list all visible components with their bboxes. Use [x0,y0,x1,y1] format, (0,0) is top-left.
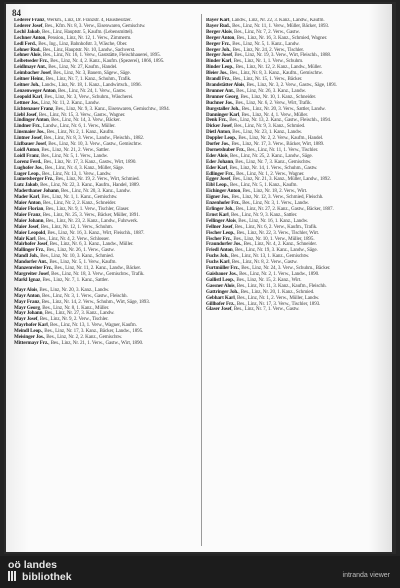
entry-name: Leopold Karl [14,93,43,100]
entry-details: , Bes., Linz, Nr. 3, 1. Verw., Landw. [239,200,309,207]
entry-name: Gassner Alois [206,282,235,289]
entry-details: , Bes., Linz, Nr. 22, 3. Kanz., Kaufm., Handel, 1889. [37,182,140,189]
entry-name: Berger Frz. [206,40,230,47]
entry-details: , Bes., Linz, Nr. 27, 2. Kanz., Gastw., Bäcker, 1887. [233,206,334,212]
entry-name: Lindinger Anton [14,117,49,124]
entry-name: Lechl Jakob [14,28,40,35]
entry-name: Berger Anton [206,34,235,41]
entry-details: , Bes., Linz, Nr. 12, 2. Kanz., Landw., Müller. [233,64,322,71]
entry-name: Mayr Alois [14,286,38,293]
entry-details: , Bes., Linz, Nr. 7, 1. Kanz., Schuhm., Trafik. [43,76,132,83]
entry-details: , Bes., Kfm. Nr. 8, 3. Verw., Eisenwaren, Gemischtw. [42,22,146,29]
entry-details: , Bes., Linz, Nr. 7, 1. Verw., Gastw. [231,306,300,313]
entry-details: , Bes., Linz, Nr. 12, 3. Verw., Schmied, Fleischh. [229,194,324,201]
entry-details: , Bes., Linz, Nr. 2, 1. Verw., Landw., 1890. [236,270,320,277]
entry-name: Egger Josef [206,176,231,183]
entry-name: Eder Alois [206,152,228,159]
entry-name: Lenzenweger Anton [14,87,56,94]
entry-details: , Bes., Linz, Nr. 17, 3. Verw., Bäcker, Wirt, 1889. [229,141,325,148]
entry-name: Maier Franz [14,211,41,218]
entry-details: , Bes., Linz, Nr. 15, 1. Verw., Bäcker. [230,76,303,83]
entry-details: , Bes., Linz, Nr. 23, 1. Kanz., Landw. [229,129,302,136]
entry-name: Mandorfer Ant. [14,259,47,266]
entry-name: Lettner Jos. [14,99,39,106]
entry-details: , Bes., Linz, Nr. 26, 3. Kanz., Landw. [233,87,306,94]
entry-name: Lehner Rud. [14,46,41,53]
entry-name: Bleier Jos. [206,70,228,77]
entry-details: , Bes., Linz, Nr. 10, 3. Kanz., Schmied. [37,253,114,260]
entry-name: Mayr Johann [14,310,43,317]
entry-details: , Bes., Linz, Nr. 4, 2. Kanz., Kaufm. (Spezerei), 1866, 1895. [47,58,165,65]
entry-name: Mairhofer Josef [14,241,48,248]
entry-details: , Bes., Linz, Nr. 27, Kaufm., Handel. [45,64,118,71]
entry-name: Denk Frz. [206,117,227,124]
entry-name: Dornetshuber Frz. [206,146,245,153]
entry-name: Brunner Ant. [206,87,234,94]
entry-name: Lederer Josef [14,22,43,29]
entry-details: , Bes., Linz, Nr. 9, 1. Verw., Tischler, Glaser. [43,206,130,212]
entry-details: , Bes., Linz, Nr. 24, 3. Verw., Schuhm., Bäcker. [238,265,331,272]
entry-name: Bayer Rud. [206,22,230,29]
entry-details: , Bes., Linz, Nr. 2, 1. Kanz., Kaufm. [44,129,115,136]
entry-details: , Bes., Linz, Nr. 15, 3. Verw., Gastw., Wagner. [36,111,126,118]
entry-name: Margreiter Josef [14,270,49,277]
entry-name: Lizlbauer Josef [14,141,46,148]
entry-name: Bayer Karl [206,18,230,23]
entry-details: , Landw., Linz, Nr. 18, 1. Kanz., Landwirtsch., 1896. [39,81,142,88]
directory-entry [206,307,388,313]
entry-details: , Bes., Linz, Nr. 10, 1. Kanz., Schneider. [238,93,317,100]
entry-name: Furtmüller Frz. [206,265,239,272]
entry-details: , Landw., Linz, Nr. 22, 3. Kanz., Landw., Kaufm. [229,18,325,23]
entry-name: Leitner Joh. [14,81,40,88]
entry-details: , Bes., Linz, Nr. 8, 2. Verw., Gastw. [229,259,298,266]
library-logo[interactable] [8,560,72,583]
entry-name: Ledl Ferd. [14,40,36,47]
entry-name: Leimbacher Josef [14,70,51,77]
entry-name: Mayr Franz [14,298,40,305]
entry-name: Berger Josef [206,52,232,59]
entry-details: , Bes., Linz, Nr. 18, 3. Verw., Gemischtw., Trafik. [48,270,145,277]
entry-name: Lindner Frz. [14,123,41,130]
entry-details: , Bes., Linz, Nr. 13, 1. Verw., Landw. [39,170,112,177]
entry-details: , Bes., Linz, Nr. 25, 2. Kanz., Landw., Säge. [227,152,313,159]
entry-details: , Landw., Linz, Nr. 6, 1. Verw., Müller. [40,123,116,130]
entry-name: Eder Johann [206,158,233,165]
entry-details: , Bes., Linz, Nr. 9, 3. Kanz., Sattler. [228,211,298,218]
entry-details: , Bes., Linz, Nr. 3, 1. Verw., Gastw., Fleischh. [39,292,128,299]
entry-name: Fischer Frz. [206,235,231,242]
left-column [14,18,198,548]
entry-name: Ernst Karl [206,211,229,218]
entry-details: , Bes., Linz, Nr. 8, 3. Verw., Landw., Fleischh., 1882. [41,135,145,142]
entry-details: , Bes., Linz, Nr. 5, 1. Kanz., Landw. [229,40,300,47]
right-column [206,18,388,548]
entry-name: Fraundorfer Jos. [206,241,242,248]
entry-name: Brandstätter Alois [206,81,245,88]
entry-details: , Bes., Linz, Nr. 20, 3. Kanz., Landw. [58,188,131,195]
entry-details: , Bes., Linz, Nr. 13, 1. Kanz., Gemischtw. [228,253,310,260]
entry-details: , Bes., Linz, Nr. 16, 3. Kanz., Schmied, Wagner. [234,34,328,41]
entry-name: Eichinger Anton [206,188,241,195]
entry-name: Enzenhofer Frz. [206,200,240,207]
entry-details: , Bes., Linz, Nr. 5, 1. Verw., Kaufm. [47,259,117,266]
entry-name: Lumetsberger Frz. [14,176,54,183]
entry-name: Lechner Anton [14,34,46,41]
entry-details: , Bes., Linz, Nr. 1, 1. Verw., Schuhm. [231,58,304,65]
entry-name: Binder Leop. [206,64,234,71]
entry-name: Lehner Alois [14,52,41,59]
entry-name: Glaser Josef [206,306,232,313]
entry-name: Manzenreiter Frz. [14,265,52,272]
entry-name: Lederer Franz [14,18,45,23]
entry-name: Loidl Anton [14,146,40,153]
entry-name: Mayr Anton [14,292,40,299]
entry-details: , Bes., Linz, Nr. 18, 2. Verw., Wirt. [240,188,308,195]
entry-name: Maier Johann [14,217,44,224]
entry-details: , Bes., Linz, Nr. 9, 3. Kanz., Eisenwaren, Gemischtw., 1894. [53,105,170,112]
viewer-label[interactable]: intranda viewer [342,572,390,579]
entry-details: , Bes., Linz, Nr. 9, 2. Verw., Tischler. [37,316,109,323]
entry-name: Binder Karl [206,58,232,65]
entry-details: , Bes., Linz, Nr. 5, 1. Kanz., Kaufm. [227,182,298,189]
entry-details: , Bes., Linz, Nr. 14, 3. Verw., Bäcker. [48,117,121,124]
entry-details: , Bes., Linz, Nr. 20, 3. Verw., Sattler, Landw. [239,105,326,112]
entry-details: , Bes., Linz, Nr. 2, 2. Verw., Kaufm., Handel. [236,135,324,142]
entry-name: Luger Leop. [14,170,40,177]
entry-name: Mayr Georg [14,304,40,311]
entry-details: , Bes., Linz, Nr. 10, 3. Verw., Gastw., Gemischtw. [45,141,142,148]
entry-name: Dorfer Jos. [206,141,230,148]
entry-name: Maier Florian [14,206,44,212]
entry-name: Gaisbauer Jos. [206,270,237,277]
entry-name: Mandl Joh. [14,253,38,260]
entry-details: , Bes., Linz, Nr. 11, 1. Verw., Tischler. [244,146,319,153]
entry-name: Burgstaller Joh. [206,105,240,112]
entry-name: Lutz Jakob [14,182,38,189]
entry-details: , Bes., Linz, Nr. 1, 2. Verw., Müller, Landw. [234,294,320,301]
entry-details: , Bes., Linz, Nr. 1, 2. Verw., Wagner. [233,170,305,177]
entry-details: , Bes., Linz, Nr. 14, 1. Verw., Schuhm., Gastw. [227,164,318,171]
entry-details: , Bes., Linz, Nr. 17, 3. Kanz., Gastw., Wirt, 1890. [41,158,137,165]
entry-name: Meindl Leop. [14,328,42,335]
entry-details: , Bes., Linz, Nr. 6, 2. Verw., Wirt, Trafik. [233,99,312,106]
entry-details: , Bes., Linz, Nr. 11, 2. Kanz., Landw., Bäcker. [51,265,141,272]
entry-name: Maier Josef [14,223,39,230]
entry-details: , Bes., Linz, Nr. 10, 1. Verw., Müller, 1895. [231,235,315,242]
entry-details: , Bes., Linz, Nr. 17, 3. Kanz., Bäcker, Landw., 1895. [41,328,144,335]
entry-details: , Bes., Linz, Nr. 12, 1. Verw., Schuhm. [38,223,113,230]
entry-name: Mayr Josef [14,316,38,323]
entry-name: Maderthaner Johann [14,188,59,195]
entry-name: Doppler Leop. [206,135,236,142]
library-logo-line-1: oö landes [8,559,58,571]
entry-name: Mader Karl [14,194,40,201]
entry-name: Markl Ignaz [14,276,41,283]
entry-name: Leidlmayr Ant. [14,64,46,71]
entry-details: , Bes., Linz, Nr. 21, 2. Verw., Sattler. [39,146,110,153]
entry-name: Lichtenauer Franz [14,105,54,112]
entry-details: , Bes., Linz, Nr. 16, 1. Kanz., Landw. [235,217,308,224]
scanned-page-frame [4,2,396,554]
entry-details: , Bes., Linz, Nr. 7, 2. Verw., Gastw. [231,28,300,35]
entry-details: , Bes., Linz, Nr. 22, 3. Verw., Tischler, Wirt. [234,229,319,236]
entry-details: , Bes., Linz, Nr. 11, 3. Kanz., Kaufm., Fleischh. [234,282,327,289]
entry-name: Dietl Anton [206,129,230,136]
entry-name: Gallistl Leop. [206,276,235,283]
entry-name: Lorenz Ferd. [14,158,42,165]
entry-details: , Bes., Linz, Nr. 20, 1. Kanz., Schmied. [238,288,315,295]
entry-name: Brandl Frz. [206,76,231,83]
entry-name: Gillhofer Frz. [206,300,235,307]
entry-name: Friedl Anton [206,247,233,254]
entry-details: , Bes., Linz, Hauptstr. Nr. 10, Landw., Sachverst. [40,46,136,53]
entry-details: , Bes., Linz, Nr. 4, 2. Kanz., Schneider. [241,241,317,248]
entry-details: , Bes., Linz, Nr. 8, 3. Kanz., Kaufm., Gemischtw. [227,70,323,77]
library-bars-icon [8,571,20,581]
entry-name: Loidl Franz [14,152,39,159]
entry-name: Edlinger Frz. [206,170,234,177]
entry-details: , Bes., Linz, Nr. 7, 1. Kanz., Sattler. [40,276,109,283]
entry-name: Fellner Josef [206,223,233,230]
entry-details: , Bes., Linz, Nr. 11, 1. Verw., Müller, Bäcker, 1893. [229,22,330,29]
entry-details: , Bes., Linz, Nr. 3, 2. Verw., Gastw., Säge, 1891. [244,81,338,88]
entry-name: Linsmaier Jos. [14,129,45,136]
entry-name: Erlinger Joh. [206,206,234,212]
entry-details: , Bes., Linz, Nr. 19, 3. Kanz., Landw., Säge. [232,247,318,254]
entry-name: Lintner Josef [14,135,42,142]
entry-details: , Bes., Linz, Nr. 26, 1. Verw., Gastw. [44,247,115,254]
entry-name: Fuchs Joh. [206,253,229,260]
entry-name: Gattringer Joh. [206,288,239,295]
entry-name: Dicker Josef [206,123,232,130]
entry-name: Mallinger Frz. [14,247,45,254]
entry-name: Eder Karl [206,164,228,171]
entry-details: , Bes., Linz, Nr. 24, 1. Verw., Gastw. [55,87,127,94]
entry-details: , Bes., Linz, Nr. 23, 2. Kanz., Landw., Fuhrwerk. [43,217,138,224]
entry-details: , Bes., Linz, Nr. 4, 3. Kanz., Müller, Säge. [42,164,124,171]
entry-details: , Bes., Linz, Nr. 16, 3. Kanz., Wirt, Fleischh., 1887. [44,229,145,236]
entry-details: , Linz, Nr. 11, 2. Kanz., Landw. [38,99,100,106]
entry-name: Leibetseder Frz. [14,58,48,65]
entry-name: Fischer Leop. [206,229,235,236]
entry-name: Danninger Karl [206,111,240,118]
entry-details: , Bes., Linz, Nr. 17, 3. Verw., Tischler, 1893. [234,300,321,307]
library-logo-line-2-text: bibliothek [22,571,72,583]
entry-name: Leitner Heinr. [14,76,44,83]
entry-details: , Bes., Linz, Hauptstr. 5, Kaufm. (Lebensmittel). [39,28,134,35]
entry-details: , Bes., Linz, Nr. 15, 2. Kanz., Wirt. [234,276,302,283]
entry-details: , Bes., Ing., Linz, Bahnhofstr. 3, Wäsche, Ober. [35,40,128,47]
entry-details: , Bes., Linz, Nr. 21, 3. Kanz., Müller, Landw., 1892. [230,176,331,183]
entry-name: Berger Alois [206,28,232,35]
entry-details: , Bes., Linz, Nr. 3, Verw., Schuhm., Wäscherei. [42,93,134,100]
entry-details: , Bes., Linz, Nr. 2, 2. Kanz., Schneider. [40,200,117,207]
entry-details: , Bes., Linz, Nr. 16, 1. Verw., Gaststätte, Fleischhauerei, 1895. [40,52,161,59]
column-divider [201,14,202,546]
entry-name: Mair Karl [14,235,36,242]
entry-details: , Bes., Linz, Nr. 5, 1. Verw., Landw. [38,152,108,159]
entry-details: , Bes., Linz, Nr. 21, 1. Verw., Gastw., Wirt, 1890. [48,339,144,346]
entry-name: Mittermayr Frz. [14,339,49,346]
entry-details: , Bes., Linz, Nr. 4, 2. Verw., Schlosser. [35,235,110,242]
entry-details: , Bes., Linz, Nr. 2, 2. Kanz., Gemischtw. [43,334,123,341]
entry-details: , Bes., Linz, Nr. 13, 2. Kanz., Gastw., Fleischh., 1894. [226,117,332,124]
directory-entry [14,341,198,347]
entry-details: , Bes., Linz, Nr. 8, 1. Kanz., Müller. [39,304,110,311]
entry-details: , Bes., Linz, Nr. 14, 2. Verw., Schuhm., Wirt, Säge, 1893. [39,298,150,305]
entry-details: , Bes., Linz, Nr. 27, 3. Kanz., Landw. [42,310,115,317]
entry-details: , Bes., Linz, Nr. 3, Bauern, Sägew., Säge. [50,70,131,77]
entry-name: Maier Leopold [14,229,45,236]
scanned-page [6,4,392,552]
entry-name: Eigner Jos. [206,194,230,201]
entry-name: Lughofer Jos. [14,164,43,171]
page-number: 84 [12,8,21,18]
entry-name: Gebhart Karl [206,294,235,301]
entry-details: , Werkm., Linz, Dr. Franzstr. 4, Hausbesitzer. [44,18,132,23]
entry-name: Fellinger Alois [206,217,236,224]
entry-details: , Bes., Linz, Nr. 25, 3. Verw., Bäcker, Müller, 1891. [40,211,140,218]
entry-details: , Bes., Linz, Nr. 19, 3. Verw., Wirt, Fleischh., 1888. [231,52,332,59]
entry-details: , Bes., Linz, Nr. 6, 2. Verw., Kaufm., Trafik. [232,223,318,230]
entry-details: , Bes., Linz, Nr. 13, 1. Verw., Wagner, Kaufm. [47,322,137,329]
entry-name: Brunner Georg [206,93,239,100]
library-logo-line-2 [8,571,72,583]
entry-details: , Bes., Linz, Nr. 1, 1. Kanz., Gemischtw. [39,194,118,201]
entry-name: Fuchs Karl [206,259,230,266]
entry-name: Eibl Leop. [206,182,228,189]
entry-details: , Bes., Linz, Nr. 9, 3. Kanz., Schmied. [231,123,306,130]
entry-details: , Bes., Linz, Nr. 4, 1. Verw., Müller. [239,111,308,118]
entry-name: Mayrhofer Karl [14,322,48,329]
entry-name: Maier Anton [14,200,41,207]
entry-details: , Bes., Linz, Nr. 6, 3. Kanz., Landw., Müller. [47,241,134,248]
entry-details: , Pension., Linz, Nr. 12, 1. Verw., Zimmerm. [45,34,132,41]
entry-name: Meisinger Jos. [14,334,44,341]
entry-name: Buchner Jos. [206,99,233,106]
entry-details: , Bes., Linz, Nr. 19, 2. Verw., Wirt, Schmied. [53,176,140,183]
entry-details: , Bes., Linz, Nr. 20, 3. Kanz., Landw. [37,286,110,293]
entry-details: , Bes., Linz, Nr. 7, 3. Kanz., Gemischtw. [232,158,312,165]
entry-details: , Bes., Linz, Nr. 24, 2. Verw., Tischler. [230,46,304,53]
entry-name: Berger Joh. [206,46,231,53]
entry-name: Liebl Josef [14,111,37,118]
